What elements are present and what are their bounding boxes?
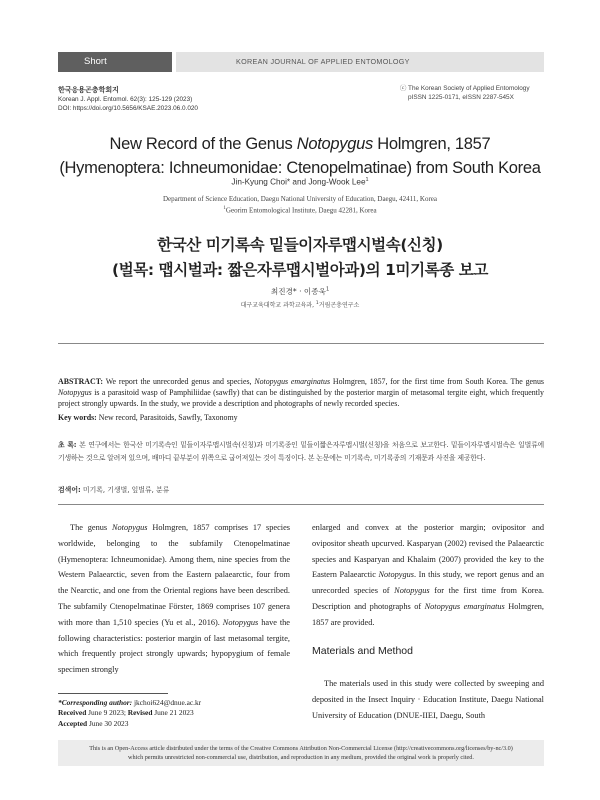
section-heading-materials: Materials and Method	[312, 645, 413, 657]
body-paragraph-1	[58, 520, 290, 678]
accepted-label: Accepted	[58, 718, 88, 728]
title-ko-line1: 한국산 미기록속 밑들이자루맵시벌속(신칭)	[157, 236, 443, 254]
license-box	[58, 740, 544, 766]
title-english	[40, 132, 560, 180]
received-label: Received	[58, 708, 87, 718]
keywords-text: New record, Parasitoids, Sawfly, Taxonomy	[96, 413, 238, 422]
revised-label: Revised	[127, 708, 153, 718]
title-en-genus: Notopygus	[296, 135, 373, 153]
p2-genus2: Notopygus	[394, 586, 430, 596]
authors-en-sup: 1	[365, 177, 369, 183]
journal-citation-block	[58, 86, 198, 113]
journal-korean-name: 한국응용곤충학회지	[58, 87, 119, 94]
authors-ko-sup: 1	[325, 286, 330, 293]
journal-copyright: ⓒ The Korean Society of Applied Entomology	[400, 85, 530, 92]
corr-email[interactable]: jkchoi624@dnue.ac.kr	[132, 698, 202, 707]
abstract-species: Notopygus emarginatus	[254, 377, 331, 386]
affil-ko-2: 거림곤충연구소	[318, 302, 360, 309]
license-line-1: This is an Open-Access article distributed under the terms of the Creative Commons Attribution Non-Commercial License (http://creativecommons.org/licenses/by-nc/3.0)	[89, 745, 513, 752]
keywords-ko-text: 미기록, 기생벌, 잎벌류, 분류	[80, 486, 170, 494]
authors-ko-names: 최진경* · 이종욱	[270, 287, 326, 296]
keywords-label: Key words:	[58, 413, 97, 422]
abstract-genus: Notopygus	[58, 388, 92, 398]
journal-citation: Korean J. Appl. Entomol. 62(3): 125-129 (2023)	[58, 96, 193, 103]
abstract-english	[58, 376, 544, 410]
abstract-korean	[58, 439, 544, 464]
revised-date: June 21 2023	[152, 708, 194, 718]
affil-en-2-sup: 1	[223, 206, 226, 211]
header-bar	[58, 52, 544, 87]
body-paragraph-3: The materials used in this study were collected by sweeping and deposited in the Insect Inquiry · Education Institute, Daegu National University of Education (DNUE-IIEI, Daegu, South	[312, 679, 544, 720]
body-column-left	[58, 520, 290, 678]
license-line-2: which permits unrestricted non-commercial use, distribution, and reproduction in any medium, provided the original work is properly cited.	[128, 754, 474, 761]
affil-ko-2-sup: 1	[315, 301, 319, 306]
authors-en-names: Jin-Kyung Choi* and Jong-Wook Lee	[231, 177, 366, 187]
body-column-right	[312, 520, 544, 631]
journal-issn: pISSN 1225-0171, eISSN 2287-545X	[408, 94, 514, 101]
p2-species: Notopygus emarginatus	[424, 601, 505, 611]
authors-english	[40, 177, 560, 187]
abstract-ko-text: 본 연구에서는 한국산 미기록속인 밑들이자루맵시벌속(신칭)과 미기록종인 밑들이짧은자루맵시벌(신칭)을 처음으로 보고한다. 밑들이자루맵시벌속은 일벌류에 기생하는 것으로 알려져 있으며, 배마디 끝부분이 위쪽으로 굽어져있는 것이 특징이다. 본 논문에는 미기록속, 미기록종의 기재문과 사진을 제공한다.	[58, 441, 545, 462]
p1-b: Holmgren, 1857 comprises 17 species worldwide, belonging to the subfamily Ctenopelmatinae (Hymenoptera: Ichneumonidae). Among them, nine species from the Western Palaearctic, seven from the Eastern palaearctic, four from the Nearctic, and one from the Oriental regions have been described. The subfamily Ctenopelmatinae Förster, 1869 comprises 107 genera with more than 1,510 species (Yu et al., 2016).	[58, 523, 291, 627]
affil-en-2: Georim Entomological Institute, Daegu 42281, Korea	[225, 206, 377, 215]
footnote-divider	[58, 693, 168, 694]
p1-genus2: Notopygus	[222, 617, 259, 627]
accepted-date: June 30 2023	[87, 718, 129, 728]
affil-ko-1: 대구교육대학교 과학교육과,	[240, 302, 316, 309]
affiliations-english	[40, 194, 560, 215]
keywords-ko-label: 검색어:	[58, 486, 81, 494]
divider-top	[58, 343, 544, 344]
journal-doi[interactable]: DOI: https://doi.org/10.5656/KSAE.2023.06.0.020	[58, 105, 198, 112]
corr-label: *Corresponding author:	[58, 698, 133, 707]
authors-korean	[40, 286, 560, 297]
keywords-english	[58, 413, 544, 422]
p2-genus: Notopygus	[378, 570, 414, 580]
p2-c: for the first time from Korea. Description and photographs of	[312, 586, 544, 611]
divider-bottom	[58, 504, 544, 505]
affiliations-korean	[40, 300, 560, 309]
keywords-korean	[58, 484, 544, 494]
abstract-text-3: is a parasitoid wasp of Pamphiliidae (sawfly) that can be distinguished by the posterior margin of metasomal tergite eight, which frequently project strongly upwards. In the study, we provide a description and photographs of newly recorded species.	[58, 388, 544, 409]
p2-d: Holmgren, 1857 are provided.	[312, 601, 544, 627]
abstract-ko-label: 초 록:	[58, 441, 77, 449]
body-paragraph-2	[312, 520, 544, 631]
abstract-text-2: Holmgren, 1857, for the first time from South Korea. The genus	[330, 377, 544, 386]
title-en-line2: (Hymenoptera: Ichneumonidae: Ctenopelmatinae) from South Korea	[59, 159, 541, 177]
journal-copyright-block	[400, 84, 544, 102]
title-en-line1-prefix: New Record of the Genus	[109, 135, 297, 153]
journal-banner: KOREAN JOURNAL OF APPLIED ENTOMOLOGY	[176, 52, 544, 72]
abstract-label: ABSTRACT:	[58, 377, 104, 386]
footnote-block	[58, 698, 290, 729]
title-ko-line2: (벌목: 맵시벌과: 짧은자루맵시벌아과)의 1미기록종 보고	[112, 261, 488, 279]
title-en-line1-suffix: Holmgren, 1857	[372, 135, 491, 153]
received-date: June 9 2023;	[86, 708, 128, 718]
title-korean	[40, 233, 560, 283]
affil-en-1: Department of Science Education, Daegu National University of Education, Daegu, 42411, Korea	[162, 195, 437, 203]
p1-c: have the following characteristics: posterior margin of last metasomal tergite, which frequently project strongly upwards; hypopygium of female specimen strongly	[58, 617, 290, 675]
p2-b: . In this study, we report genus and an unrecorded species of	[312, 570, 544, 596]
p1-genus: Notopygus	[111, 523, 148, 532]
section-label: Short communication	[58, 52, 172, 72]
abstract-text-1: We report the unrecorded genus and species,	[103, 377, 255, 386]
p1-a: The genus	[70, 523, 112, 532]
p2-a: enlarged and convex at the posterior margin; ovipositor and ovipositor sheath upcurved. Kasparyan (2002) revised the Palaearctic species and Kasparyan and Khalaim (2007) provided the key to the Eastern Palaearctic	[312, 523, 544, 580]
